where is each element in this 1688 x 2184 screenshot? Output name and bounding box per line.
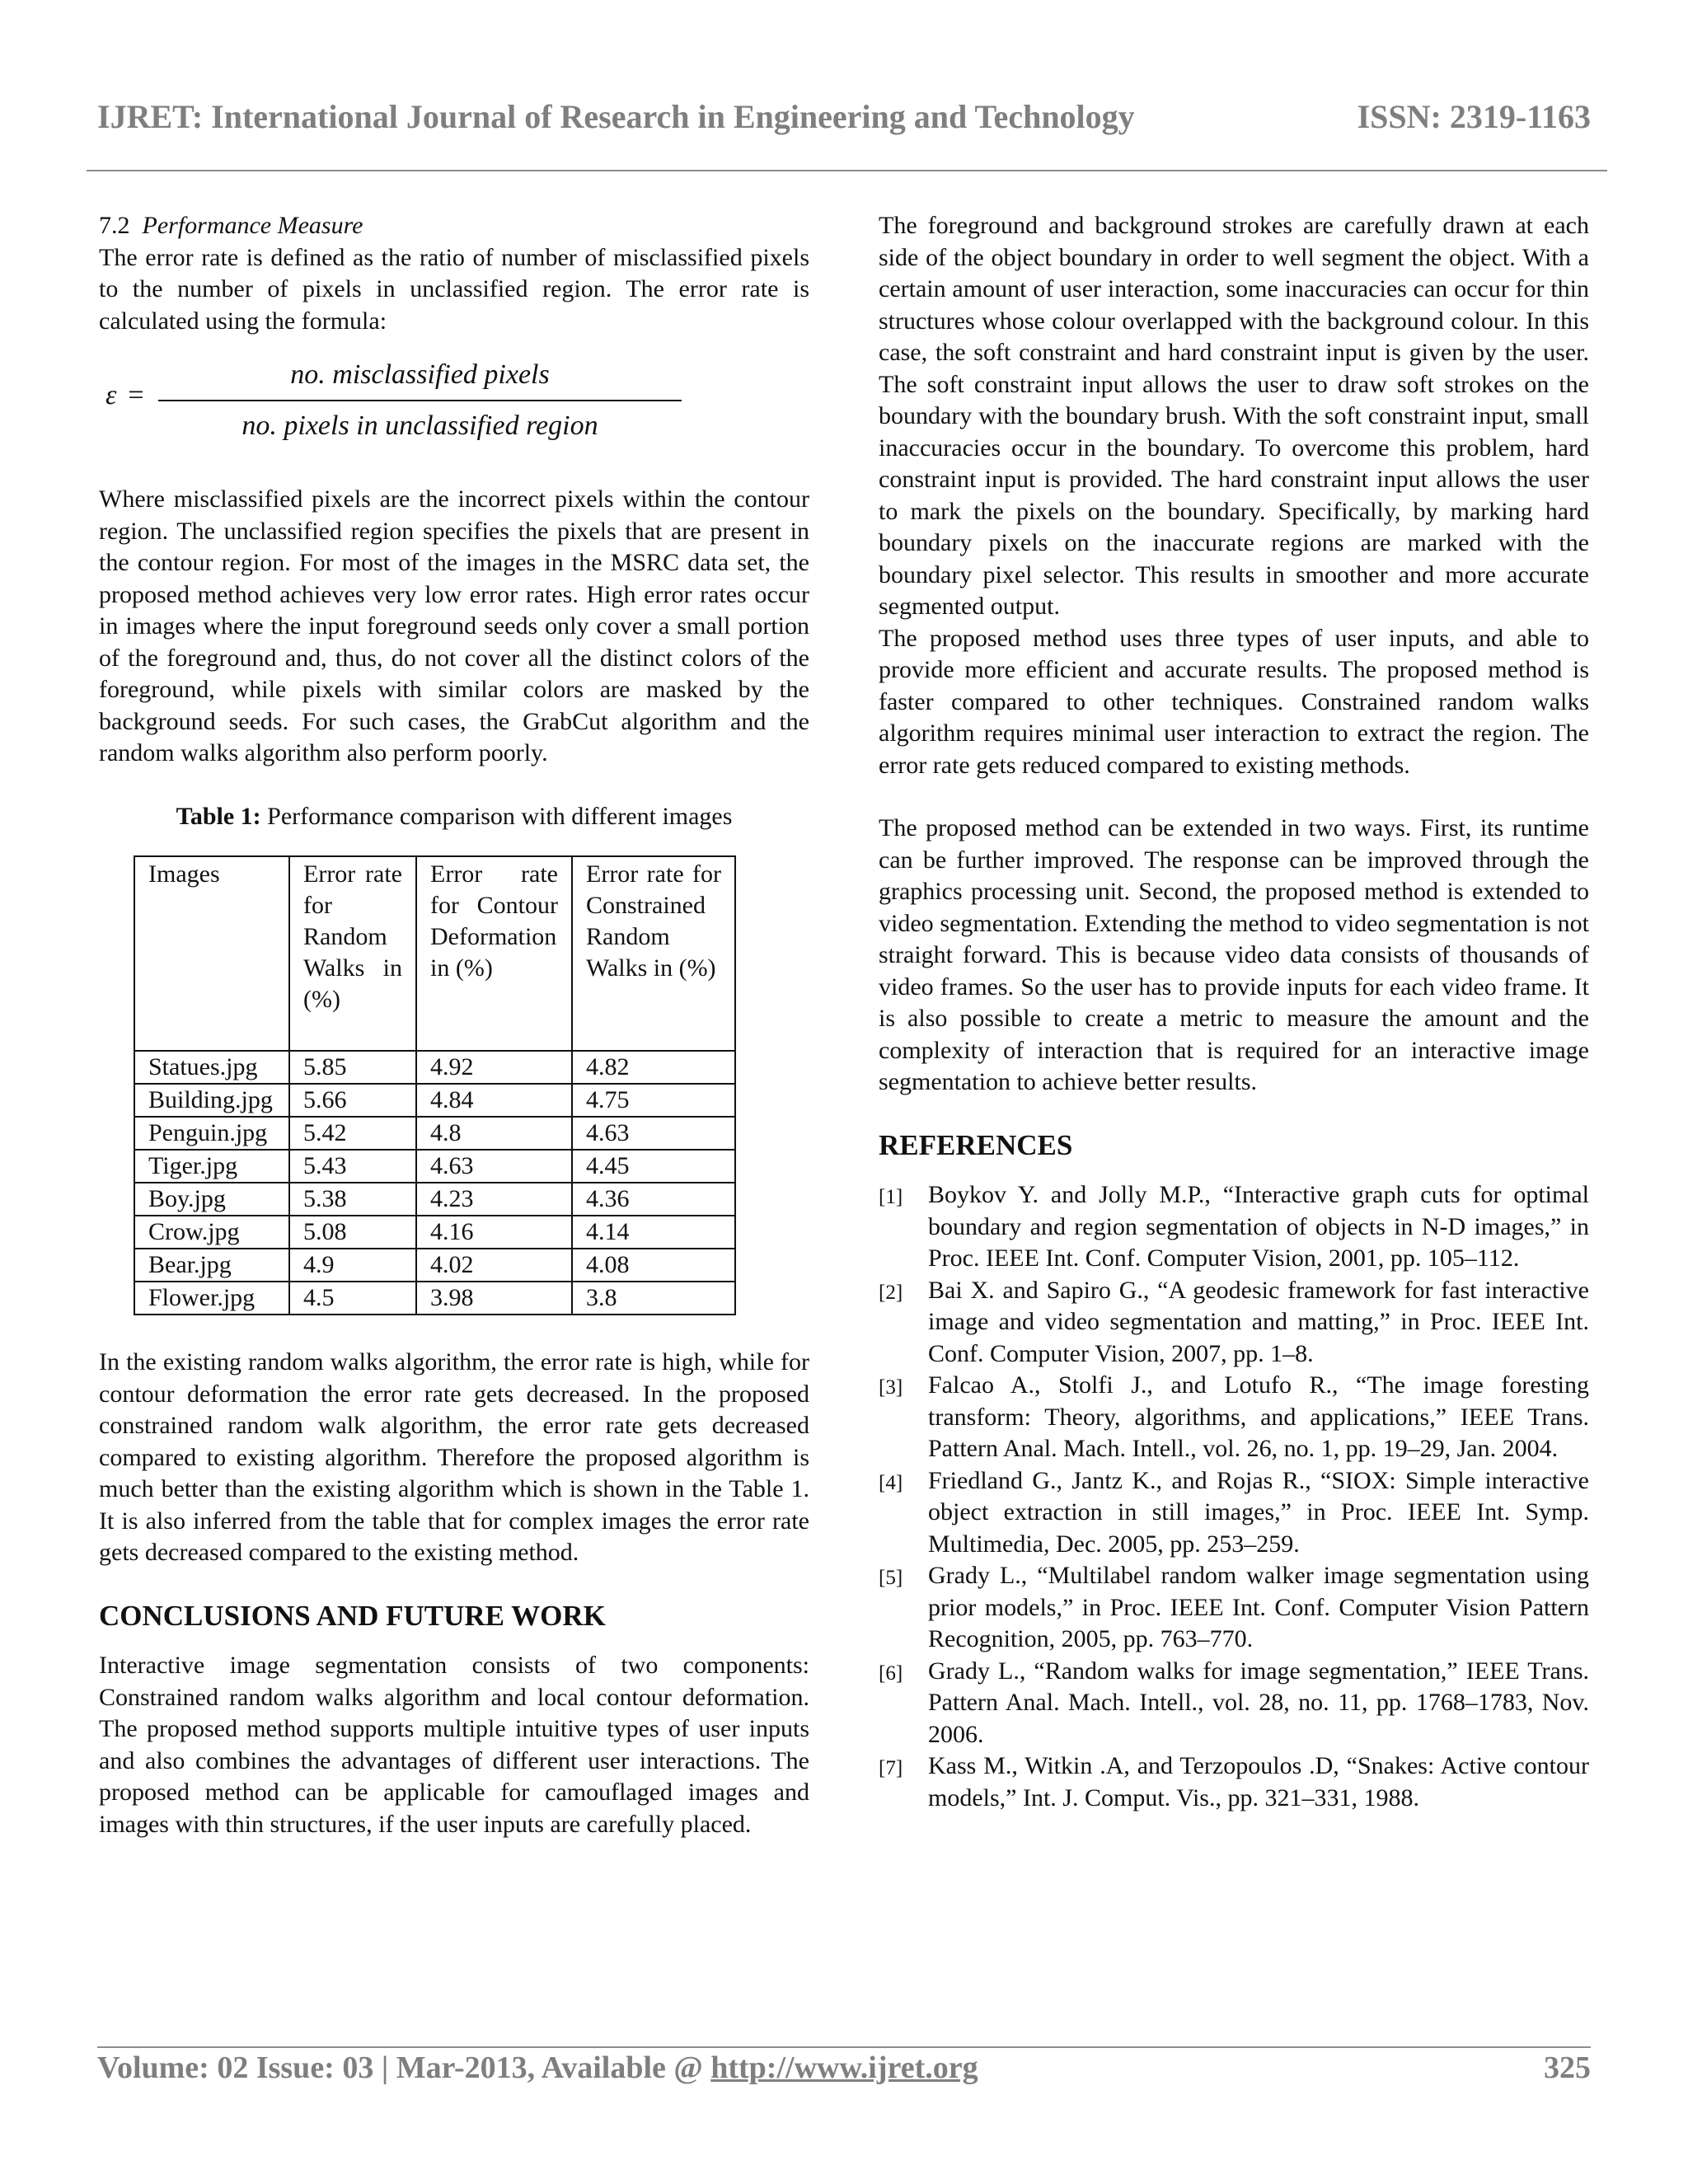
table-header-row: [134, 856, 735, 1051]
left-column: [99, 210, 809, 1840]
table-cell: Boy.jpg: [134, 1183, 289, 1216]
table-row: [134, 1216, 735, 1249]
table-cell: 3.98: [416, 1282, 572, 1315]
table-cell: 4.14: [572, 1216, 735, 1249]
table-row: [134, 1282, 735, 1315]
table-cell: 4.8: [416, 1117, 572, 1150]
table-caption-label: Table 1:: [176, 802, 261, 830]
table-cell: 4.92: [416, 1051, 572, 1084]
subsection-title: Performance Measure: [142, 212, 363, 239]
reference-item: [879, 1750, 1589, 1814]
formula-symbol: ε =: [106, 380, 144, 410]
table-cell: 4.02: [416, 1249, 572, 1282]
table-cell: 4.23: [416, 1183, 572, 1216]
reference-text: Boykov Y. and Jolly M.P., “Interactive graph cuts for optimal boundary and region segmentation of objects in N-D images,” in Proc. IEEE Int. Conf. Computer Vision, 2001, pp. 105–112.: [928, 1181, 1589, 1272]
paragraph: The foreground and background strokes are carefully drawn at each side of the object boundary in order to well segment the object. With a certain amount of user interaction, some inaccuracies can occur for thin structures whose colour overlapped with the background colour. In this case, the soft constraint and hard constraint input is given by the user. The soft constraint input allows the user to draw soft strokes on the boundary with the boundary brush. With the soft constraint input, small inaccuracies occur in the boundary. To overcome this problem, hard constraint input is provided. The hard constraint input allows the user to mark the pixels on the boundary. Specifically, by marking hard boundary pixels on the inaccurate regions are marked with the boundary pixel selector. This results in smoother and more accurate segmented output.: [879, 212, 1589, 620]
reference-item: [879, 1560, 1589, 1656]
reference-number: [4]: [879, 1471, 903, 1494]
reference-number: [3]: [879, 1376, 903, 1399]
reference-item: [879, 1179, 1589, 1275]
subsection-heading: [99, 210, 809, 242]
fraction-bar: [158, 400, 682, 401]
table-cell: 3.8: [572, 1282, 735, 1315]
table-cell: Crow.jpg: [134, 1216, 289, 1249]
table-cell: 5.42: [289, 1117, 416, 1150]
spacer: [99, 1315, 809, 1347]
page-number: 325: [1544, 2050, 1591, 2085]
formula-denominator: no. pixels in unclassified region: [241, 410, 598, 441]
table-cell: 4.36: [572, 1183, 735, 1216]
issn: ISSN: 2319-1163: [1357, 98, 1591, 135]
table-cell: 5.38: [289, 1183, 416, 1216]
journal-title: IJRET: International Journal of Research in Engineering and Technology: [97, 98, 1135, 135]
footer-divider: [97, 2046, 1591, 2048]
table-row: [134, 1084, 735, 1117]
table-header-cell: Images: [134, 856, 289, 1051]
table-header-cell: Error rate for Contour Deformation in (%): [416, 856, 572, 1051]
table-cell: 4.16: [416, 1216, 572, 1249]
table-cell: Statues.jpg: [134, 1051, 289, 1084]
table-cell: Bear.jpg: [134, 1249, 289, 1282]
table-caption-text: Performance comparison with different images: [260, 802, 733, 830]
reference-text: Grady L., “Random walks for image segmentation,” IEEE Trans. Pattern Anal. Mach. Intell., vol. 28, no. 11, pp. 1768–1783, Nov. 2006.: [928, 1657, 1589, 1748]
paragraph: Where misclassified pixels are the incorrect pixels within the contour region. The unclassified region specifies the pixels that are present in the contour region. For most of the images in the MSRC data set, the proposed method achieves very low error rates. High error rates occur in images where the input foreground seeds only cover a small portion of the foreground and, thus, do not cover all the distinct colors of the foreground, while pixels with similar colors are masked by the background seeds. For such cases, the GrabCut algorithm and the random walks algorithm also perform poorly.: [99, 485, 809, 766]
table-header-cell: Error rate for Constrained Random Walks in (%): [572, 856, 735, 1051]
table-header-cell: Error rate for Random Walks in (%): [289, 856, 416, 1051]
reference-item: [879, 1465, 1589, 1561]
table-cell: 4.45: [572, 1150, 735, 1183]
reference-text: Falcao A., Stolfi J., and Lotufo R., “The image foresting transform: Theory, algorithms, and applications,” IEEE Trans. Pattern Anal. Mach. Intell., vol. 26, no. 1, pp. 19–29, Jan. 2004.: [928, 1371, 1589, 1462]
footer-volume: Volume: 02 Issue: 03 | Mar-2013, Available @ http://www.ijret.org: [97, 2050, 978, 2085]
reference-number: [5]: [879, 1567, 903, 1589]
error-rate-formula: [99, 354, 809, 444]
reference-number: [2]: [879, 1281, 903, 1304]
table-cell: 4.84: [416, 1084, 572, 1117]
table-cell: Tiger.jpg: [134, 1150, 289, 1183]
table-cell: 4.75: [572, 1084, 735, 1117]
reference-text: Grady L., “Multilabel random walker image segmentation using prior models,” in Proc. IEEE Int. Conf. Computer Vision Pattern Recognition, 2005, pp. 763–770.: [928, 1562, 1589, 1652]
reference-item: [879, 1370, 1589, 1465]
paragraph: Interactive image segmentation consists of two components: Constrained random walks algorithm and local contour deformation. The proposed method supports multiple intuitive types of user inputs and also combines the advantages of different user interactions. The proposed method can be applicable for camouflaged images and images with thin structures, if the user inputs are carefully placed.: [99, 1652, 809, 1838]
section-heading: CONCLUSIONS AND FUTURE WORK: [99, 1599, 606, 1632]
table-caption: [99, 801, 809, 833]
table-cell: 4.08: [572, 1249, 735, 1282]
table-cell: 5.66: [289, 1084, 416, 1117]
reference-text: Kass M., Witkin .A, and Terzopoulos .D, “Snakes: Active contour models,” Int. J. Comput. Vis., pp. 321–331, 1988.: [928, 1752, 1589, 1811]
table-cell: 4.63: [572, 1117, 735, 1150]
section-heading: REFERENCES: [879, 1128, 1073, 1161]
reference-item: [879, 1656, 1589, 1751]
paragraph: The proposed method uses three types of user inputs, and able to provide more efficient and accurate results. The proposed method is faster compared to other techniques. Constrained random walks algorithm requires minimal user interaction to extract the region. The error rate gets reduced compared to existing methods.: [879, 624, 1589, 779]
reference-number: [1]: [879, 1186, 903, 1208]
table-cell: 5.85: [289, 1051, 416, 1084]
table-cell: Flower.jpg: [134, 1282, 289, 1315]
table-cell: 4.82: [572, 1051, 735, 1084]
reference-number: [7]: [879, 1757, 903, 1779]
table-cell: 5.43: [289, 1150, 416, 1183]
reference-number: [6]: [879, 1661, 903, 1685]
table-cell: 5.08: [289, 1216, 416, 1249]
table-row: [134, 1183, 735, 1216]
table-row: [134, 1150, 735, 1183]
reference-text: Friedland G., Jantz K., and Rojas R., “SIOX: Simple interactive object extraction in still images,” in Proc. IEEE Int. Symp. Multimedia, Dec. 2005, pp. 253–259.: [928, 1466, 1589, 1558]
table-cell: Penguin.jpg: [134, 1117, 289, 1150]
table-cell: Building.jpg: [134, 1084, 289, 1117]
table-cell: 4.63: [416, 1150, 572, 1183]
header-divider: [87, 170, 1607, 171]
performance-table: [134, 855, 736, 1315]
page-header: [97, 97, 1591, 147]
table-row: [134, 1051, 735, 1084]
table-cell: 4.5: [289, 1282, 416, 1315]
paragraph: In the existing random walks algorithm, the error rate is high, while for contour deformation the error rate gets decreased. In the proposed constrained random walk algorithm, the error rate gets decreased compared to existing algorithm. Therefore the proposed algorithm is much better than the existing algorithm which is shown in the Table 1. It is also inferred from the table that for complex images the error rate gets decreased compared to the existing method.: [99, 1348, 809, 1566]
paragraph: The proposed method can be extended in two ways. First, its runtime can be further improved. The response can be improved through the graphics processing unit. Second, the proposed method is extended to video segmentation. Extending the method to video segmentation is not straight forward. This is because video data consists of thousands of video frames. So the user has to provide inputs for each video frame. It is also possible to create a metric to measure the amount and the complexity of interaction that is required for an interactive image segmentation to achieve better results.: [879, 814, 1589, 1095]
journal-link[interactable]: http://www.ijret.org: [710, 2050, 978, 2085]
reference-text: Bai X. and Sapiro G., “A geodesic framework for fast interactive image and video segmentation and matting,” in Proc. IEEE Int. Conf. Computer Vision, 2007, pp. 1–8.: [928, 1276, 1589, 1367]
right-column: [879, 210, 1589, 1814]
table-cell: 4.9: [289, 1249, 416, 1282]
table-row: [134, 1117, 735, 1150]
reference-list: [879, 1179, 1589, 1814]
reference-item: [879, 1275, 1589, 1371]
formula-fraction: [158, 354, 682, 448]
formula-numerator: no. misclassified pixels: [290, 359, 550, 390]
spacer: [879, 781, 1589, 813]
subsection-number: 7.2: [99, 212, 130, 239]
table-row: [134, 1249, 735, 1282]
paragraph: The error rate is defined as the ratio of number of misclassified pixels to the number of pixels in unclassified region. The error rate is calculated using the formula:: [99, 243, 809, 335]
